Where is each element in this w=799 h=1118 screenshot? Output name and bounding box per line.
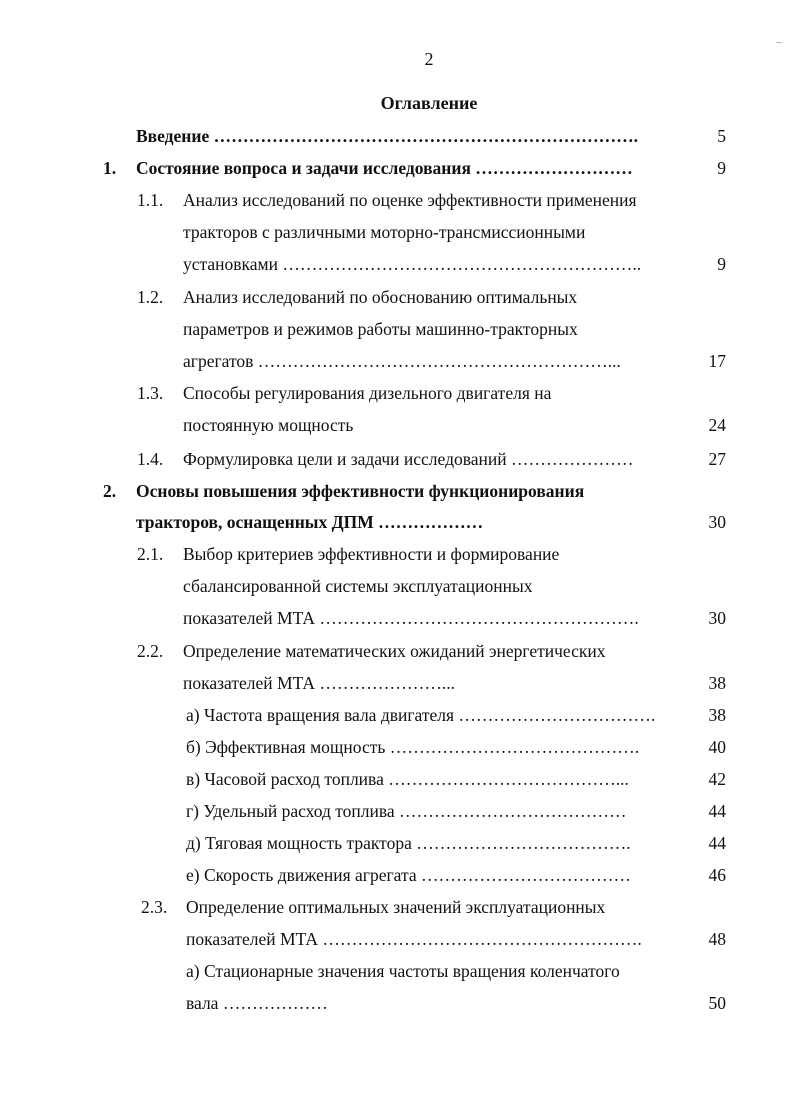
- toc-page-subitem-2-3-a: 50: [708, 993, 726, 1013]
- toc-page-2-3: 48: [708, 929, 726, 949]
- toc-entry-2-3-line2: показателей МТА ……………………………………………….: [186, 929, 642, 949]
- toc-subitem-a: а) Частота вращения вала двигателя …………………………….: [186, 705, 656, 725]
- page-number: 2: [424, 49, 434, 69]
- toc-page-1-3: 24: [708, 415, 726, 435]
- toc-entry-1-1-line1: Анализ исследований по оценке эффективности применения: [183, 190, 637, 210]
- toc-page-2-1: 30: [708, 608, 726, 628]
- toc-entry-2-2-line1: Определение математических ожиданий энергетических: [183, 641, 606, 661]
- toc-entry-1-1-line3: установками ……………………………………………………..: [183, 254, 642, 274]
- toc-page-1-2: 17: [708, 351, 726, 371]
- toc-entry-chapter-2-line2: тракторов, оснащенных ДПМ ………………: [136, 512, 484, 532]
- toc-entry-1-2-line1: Анализ исследований по обоснованию оптимальных: [183, 287, 578, 307]
- toc-chapter-number: 1.: [103, 158, 117, 178]
- toc-entry-1-2-line2: параметров и режимов работы машинно-тракторных: [183, 319, 578, 339]
- toc-entry-1-4: Формулировка цели и задачи исследований …………………: [183, 449, 634, 469]
- toc-chapter-number: 2.: [103, 481, 117, 501]
- toc-entry-1-1-line2: тракторов с различными моторно-трансмиссионными: [183, 222, 586, 242]
- toc-page-chapter-2: 30: [708, 512, 726, 532]
- toc-entry-2-2-line2: показателей МТА …………………...: [183, 673, 456, 693]
- toc-page-intro: 5: [717, 126, 726, 146]
- toc-subitem-2-3-a-line2: вала ………………: [186, 993, 328, 1013]
- toc-entry-intro: Введение ……………………………………………………………….: [136, 126, 638, 146]
- toc-entry-2-1-line2: сбалансированной системы эксплуатационных: [183, 576, 533, 596]
- toc-entry-1-2-line3: агрегатов ……………………………………………………...: [183, 351, 621, 371]
- toc-title: Оглавление: [380, 93, 478, 113]
- toc-subitem-f: е) Скорость движения агрегата ………………………………: [186, 865, 631, 885]
- toc-section-number: 2.2.: [137, 641, 164, 661]
- toc-entry-2-3-line1: Определение оптимальных значений эксплуатационных: [186, 897, 606, 917]
- toc-section-number: 2.3.: [141, 897, 168, 917]
- toc-page-subitem-d: 44: [708, 801, 726, 821]
- toc-page-chapter-1: 9: [717, 158, 726, 178]
- toc-page-1-4: 27: [708, 449, 726, 469]
- toc-entry-chapter-2-line1: Основы повышения эффективности функционирования: [136, 481, 585, 501]
- toc-entry-1-3-line1: Способы регулирования дизельного двигателя на: [183, 383, 552, 403]
- toc-subitem-2-3-a-line1: а) Стационарные значения частоты вращения коленчатого: [186, 961, 620, 981]
- toc-entry-chapter-1: Состояние вопроса и задачи исследования ………………………: [136, 158, 633, 178]
- toc-entry-2-1-line3: показателей МТА ……………………………………………….: [183, 608, 639, 628]
- toc-section-number: 1.2.: [137, 287, 164, 307]
- scan-mark: [776, 42, 782, 43]
- toc-page-subitem-e: 44: [708, 833, 726, 853]
- toc-page-subitem-c: 42: [708, 769, 726, 789]
- toc-subitem-b: б) Эффективная мощность …………………………………….: [186, 737, 640, 757]
- toc-section-number: 1.4.: [137, 449, 164, 469]
- toc-section-number: 1.3.: [137, 383, 164, 403]
- toc-subitem-c: в) Часовой расход топлива …………………………………...: [186, 769, 629, 789]
- toc-page-subitem-f: 46: [708, 865, 726, 885]
- toc-entry-1-3-line2: постоянную мощность: [183, 415, 354, 435]
- toc-page-1-1: 9: [717, 254, 726, 274]
- toc-page-subitem-a: 38: [708, 705, 726, 725]
- toc-section-number: 2.1.: [137, 544, 164, 564]
- toc-page-subitem-b: 40: [708, 737, 726, 757]
- toc-subitem-d: г) Удельный расход топлива …………………………………: [186, 801, 627, 821]
- toc-subitem-e: д) Тяговая мощность трактора ……………………………….: [186, 833, 631, 853]
- toc-entry-2-1-line1: Выбор критериев эффективности и формирование: [183, 544, 560, 564]
- toc-section-number: 1.1.: [137, 190, 164, 210]
- toc-page-2-2: 38: [708, 673, 726, 693]
